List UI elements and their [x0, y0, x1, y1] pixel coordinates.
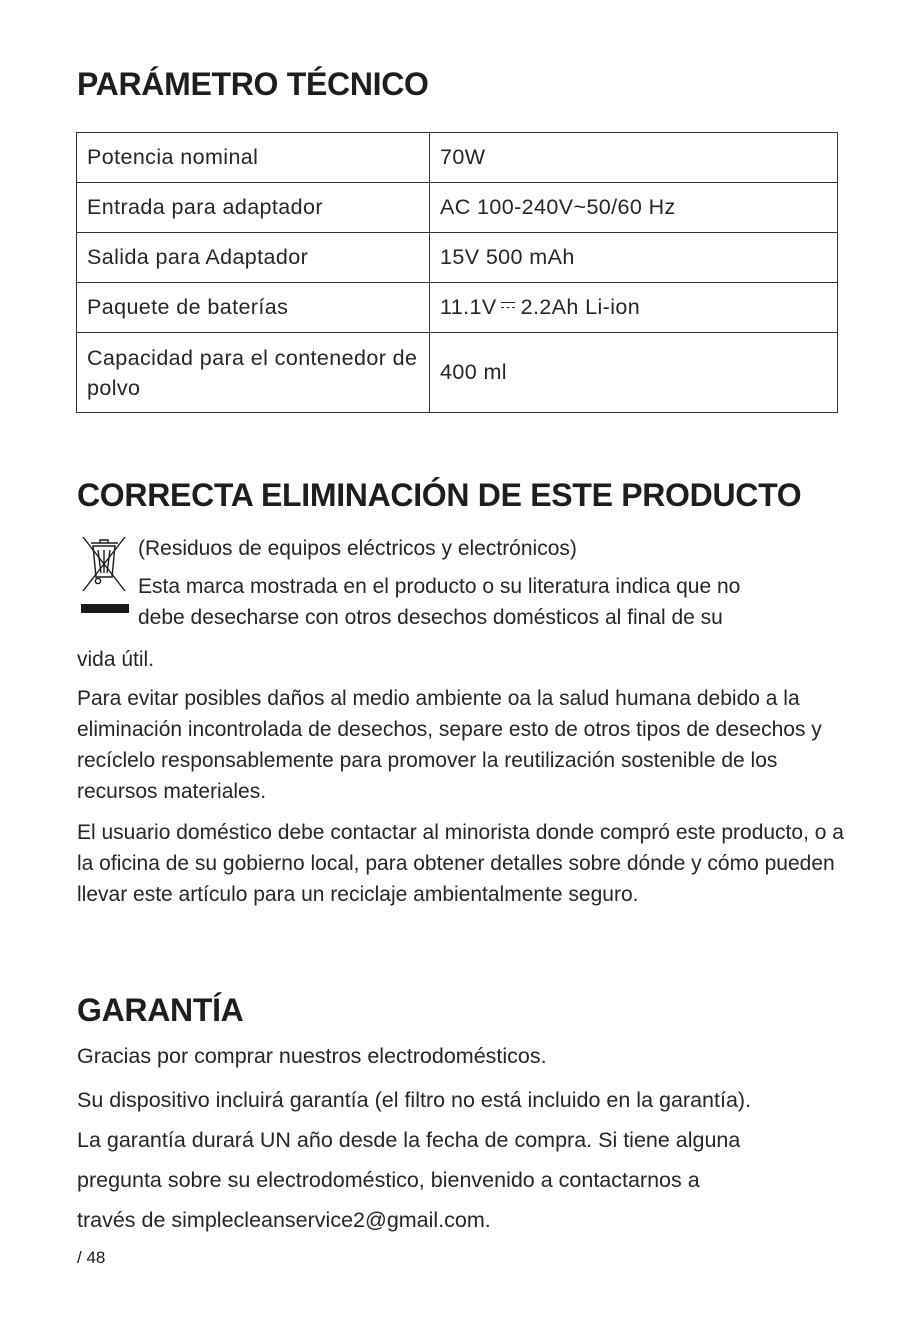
- spec-label: Capacidad para el contenedor de polvo: [77, 333, 430, 413]
- table-row: [77, 283, 838, 333]
- disposal-paragraph: Para evitar posibles daños al medio ambiente oa la salud humana debido a la eliminación incontrolada de desechos, separe esto de otros tipos de desechos y recíclelo responsablemente para promover la reutilización sostenible de los recursos materiales.: [77, 687, 822, 803]
- weee-line: Esta marca mostrada en el producto o su literatura indica que no: [138, 575, 741, 598]
- spec-label: Paquete de baterías: [77, 283, 430, 333]
- spec-value: [430, 283, 838, 333]
- warranty-title: GARANTÍA: [77, 992, 244, 1028]
- warranty-line: Gracias por comprar nuestros electrodomésticos.: [77, 1044, 547, 1068]
- spec-value: AC 100-240V~50/60 Hz: [430, 183, 838, 233]
- spec-value: 400 ml: [430, 333, 838, 413]
- disposal-paragraph: El usuario doméstico debe contactar al minorista donde compró este producto, o a la oficina de su gobierno local, para obtener detalles sobre dónde y cómo pueden llevar este artículo para un reciclaje ambientalmente seguro.: [77, 821, 844, 906]
- warranty-line: pregunta sobre su electrodoméstico, bienvenido a contactarnos a: [77, 1168, 700, 1192]
- table-row: [77, 333, 838, 413]
- warranty-line: La garantía durará UN año desde la fecha de compra. Si tiene alguna: [77, 1128, 741, 1152]
- warranty-email-line: través de simplecleanservice2@gmail.com.: [77, 1208, 491, 1232]
- weee-line: (Residuos de equipos eléctricos y electrónicos): [138, 537, 577, 560]
- technical-spec-table: [76, 132, 838, 413]
- spec-value: 15V 500 mAh: [430, 233, 838, 283]
- table-row: [77, 133, 838, 183]
- warranty-line: Su dispositivo incluirá garantía (el filtro no está incluido en la garantía).: [77, 1088, 752, 1112]
- dc-current-symbol-icon: [501, 302, 515, 310]
- disposal-title: CORRECTA ELIMINACIÓN DE ESTE PRODUCTO: [77, 477, 802, 513]
- spec-label: Salida para Adaptador: [77, 233, 430, 283]
- table-row: [77, 183, 838, 233]
- weee-line-end: vida útil.: [77, 648, 155, 671]
- spec-value: 70W: [430, 133, 838, 183]
- technical-parameters-title: PARÁMETRO TÉCNICO: [77, 66, 429, 102]
- crossed-out-wheelie-bin-icon: [79, 533, 129, 619]
- weee-description: [138, 533, 858, 633]
- page-number: / 48: [77, 1248, 106, 1267]
- weee-line: debe desecharse con otros desechos domésticos al final de su: [138, 606, 723, 629]
- battery-voltage: 11.1V: [440, 295, 497, 319]
- spec-label: Entrada para adaptador: [77, 183, 430, 233]
- table-row: [77, 233, 838, 283]
- battery-capacity: 2.2Ah Li-ion: [520, 295, 641, 319]
- spec-label: Potencia nominal: [77, 133, 430, 183]
